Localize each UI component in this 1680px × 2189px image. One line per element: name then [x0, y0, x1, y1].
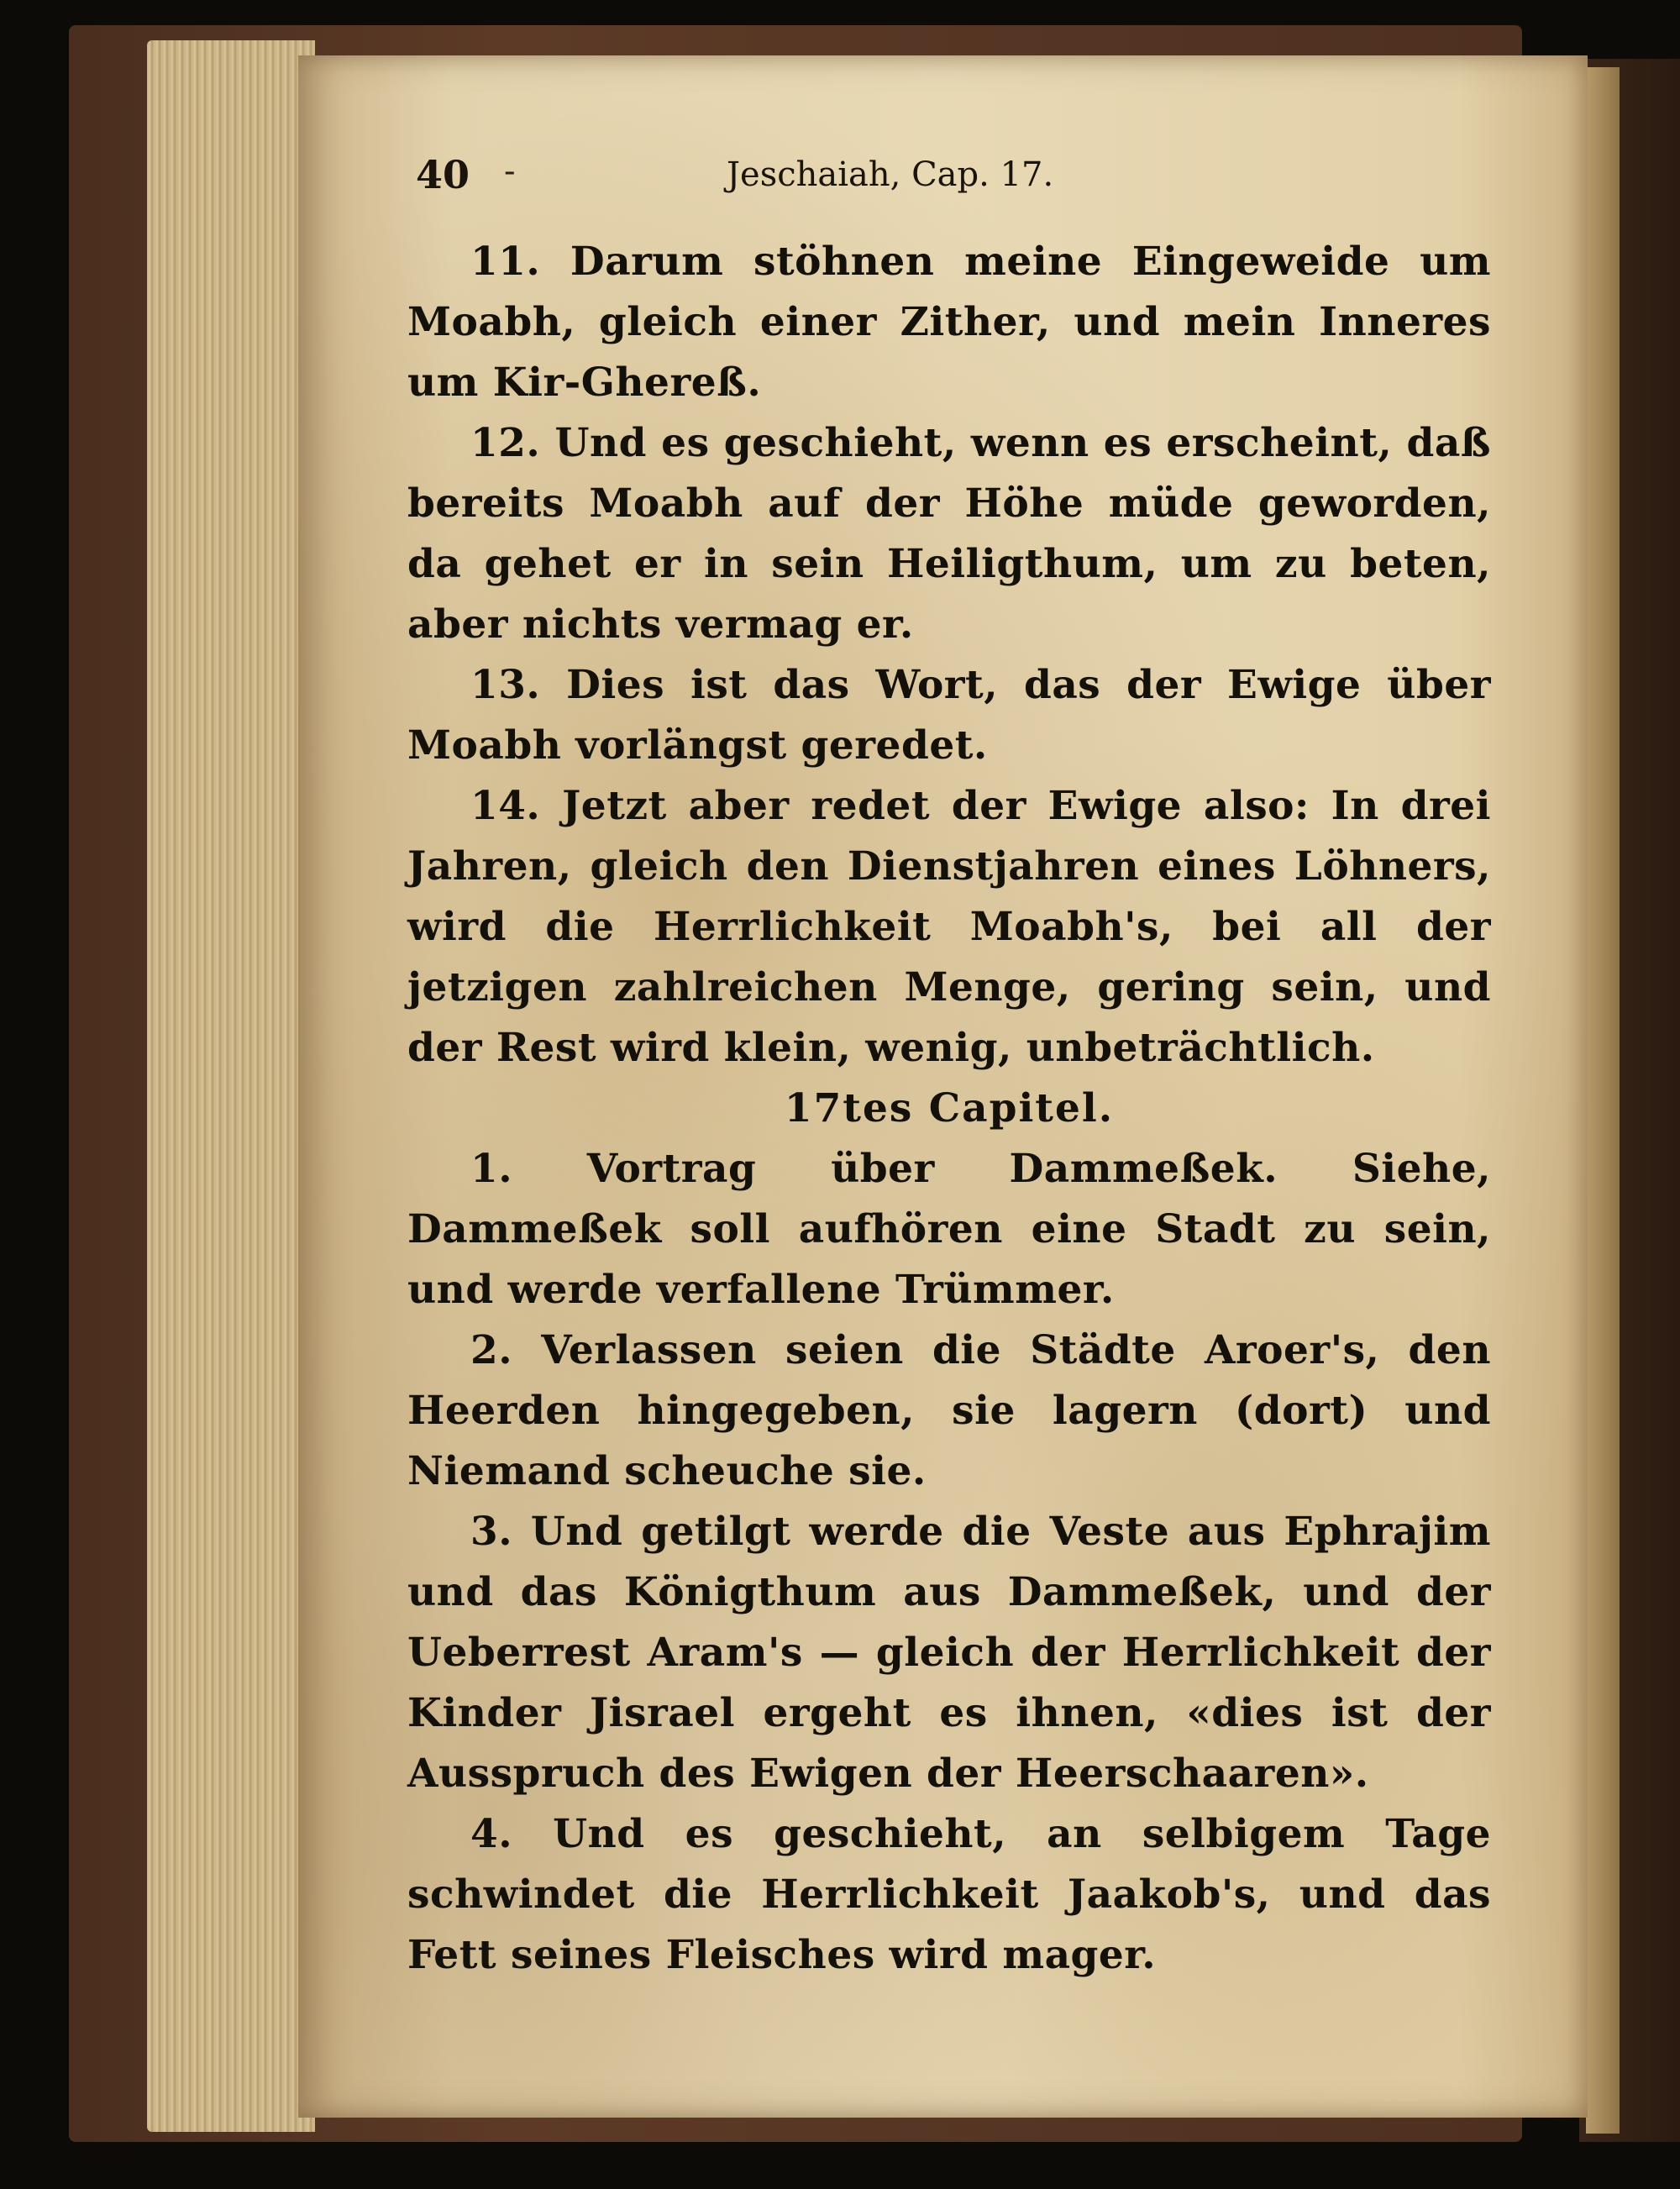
- running-head: Jeschaiah, Cap. 17.: [727, 155, 1054, 194]
- verse-paragraph: 1. Vortrag über Dammeßek. Siehe, Dammeßek soll aufhören eine Stadt zu sein, und werde verfallene Trümmer.: [407, 1146, 1491, 1313]
- verse-paragraph: 4. Und es geschieht, an selbigem Tage schwindet die Herrlichkeit Jaakob's, und das Fett seines Fleisches wird mager.: [407, 1811, 1491, 1978]
- verse-paragraph: 12. Und es geschieht, wenn es erscheint, daß bereits Moabh auf der Höhe müde geworden, da gehet er in sein Heiligthum, um zu beten, aber nichts vermag er.: [407, 420, 1491, 648]
- chapter-heading: 17tes Capitel.: [784, 1085, 1115, 1131]
- verse-paragraph: 2. Verlassen seien die Städte Aroer's, den Heerden hingegeben, sie lagern (dort) und Niemand scheuche sie.: [407, 1327, 1491, 1494]
- page-body: [407, 232, 1491, 1986]
- page-number: 40: [416, 152, 470, 197]
- verse-paragraph: 13. Dies ist das Wort, das der Ewige über Moabh vorlängst geredet.: [407, 662, 1491, 769]
- book-page: [298, 55, 1588, 2118]
- right-page-edge: [1586, 67, 1620, 2134]
- header-dash: -: [504, 152, 516, 191]
- verse-paragraph: 11. Darum stöhnen meine Eingeweide um Moabh, gleich einer Zither, und mein Inneres um Kir-Ghereß.: [407, 239, 1491, 406]
- page-stack-edges: [147, 40, 315, 2132]
- verse-paragraph: 3. Und getilgt werde die Veste aus Ephrajim und das Königthum aus Dammeßek, und der Ueberrest Aram's — gleich der Herrlichkeit der Kinder Jisrael ergeht es ihnen, «dies ist der Ausspruch des Ewigen der Heerschaaren».: [407, 1509, 1491, 1797]
- verse-paragraph: 14. Jetzt aber redet der Ewige also: In drei Jahren, gleich den Dienstjahren eines Löhners, wird die Herrlichkeit Moabh's, bei all der jetzigen zahlreichen Menge, gering sein, und der Rest wird klein, wenig, unbeträchtlich.: [407, 783, 1491, 1071]
- page-header: [416, 152, 1424, 219]
